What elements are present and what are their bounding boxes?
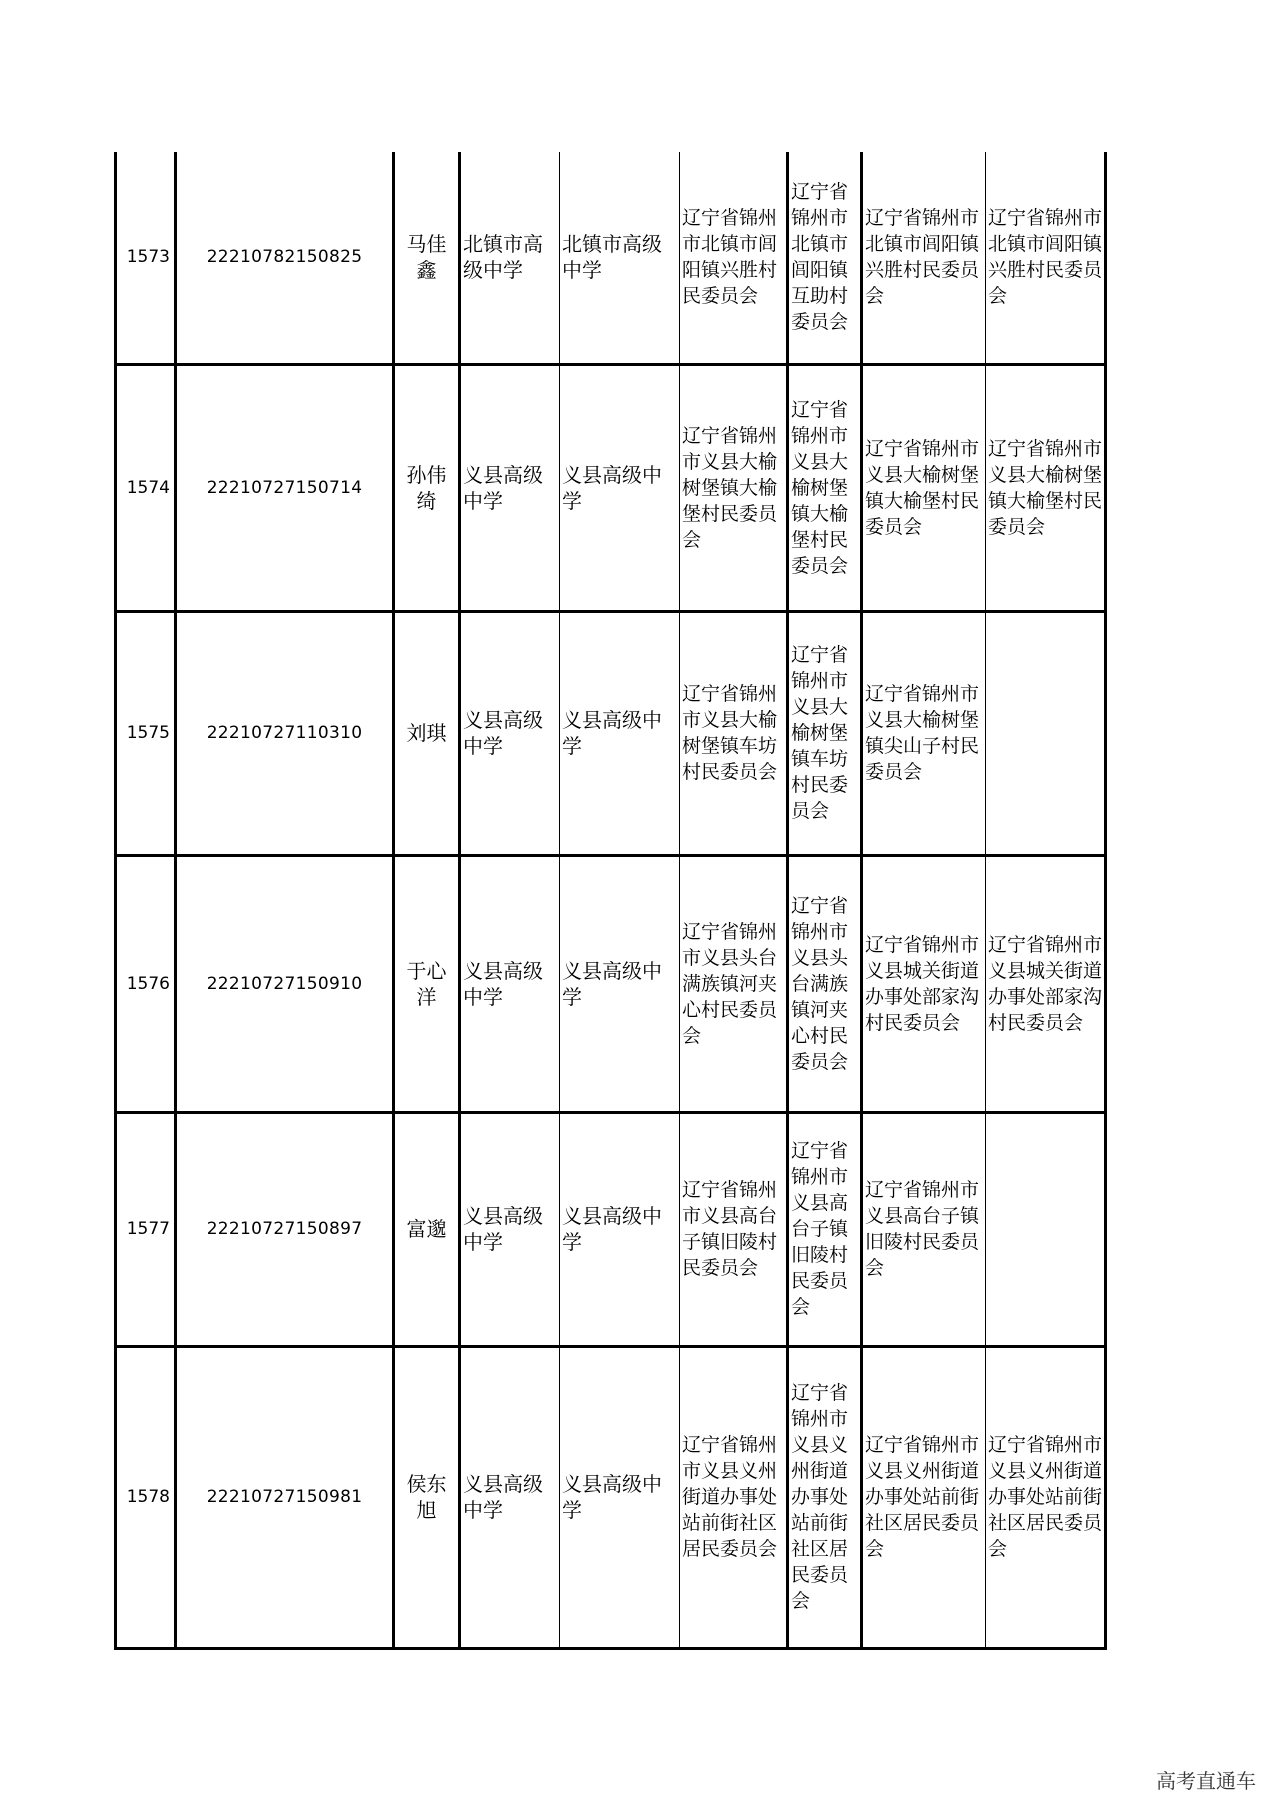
school-cell: 义县高级中学: [460, 611, 560, 855]
roster-table: [114, 152, 1107, 1650]
table-row: [116, 364, 1106, 611]
exam-id-cell: 22210727150981: [176, 1346, 394, 1648]
residence-address-cell: 辽宁省锦州市义县高台子镇旧陵村民委员会: [788, 1112, 862, 1346]
table-row: [116, 1346, 1106, 1648]
guardian-address-cell: 辽宁省锦州市北镇市闾阳镇兴胜村民委员会: [986, 152, 1106, 364]
exam-id-cell: 22210727150897: [176, 1112, 394, 1346]
exam-id-cell: 22210727150910: [176, 855, 394, 1112]
table-row: [116, 1112, 1106, 1346]
residence-address-cell: 辽宁省锦州市义县头台满族镇河夹心村民委员会: [788, 855, 862, 1112]
student-name-cell: 马佳鑫: [394, 152, 460, 364]
student-name-cell: 刘琪: [394, 611, 460, 855]
school-cell: 义县高级中学: [460, 364, 560, 611]
school-cell: 义县高级中学: [460, 1346, 560, 1648]
exam-id-cell: 22210727150714: [176, 364, 394, 611]
parent-address-cell: 辽宁省锦州市义县高台子镇旧陵村民委员会: [862, 1112, 986, 1346]
guardian-address-cell: [986, 1112, 1106, 1346]
guardian-address-cell: 辽宁省锦州市义县大榆树堡镇大榆堡村民委员会: [986, 364, 1106, 611]
school-cell: 北镇市高级中学: [460, 152, 560, 364]
watermark-text: 高考直通车: [1156, 1769, 1256, 1793]
guardian-address-cell: 辽宁省锦州市义县义州街道办事处站前街社区居民委员会: [986, 1346, 1106, 1648]
parent-address-cell: 辽宁省锦州市义县大榆树堡镇尖山子村民委员会: [862, 611, 986, 855]
guardian-address-cell: 辽宁省锦州市义县城关街道办事处部家沟村民委员会: [986, 855, 1106, 1112]
residence-address-cell: 辽宁省锦州市义县大榆树堡镇车坊村民委员会: [788, 611, 862, 855]
household-address-cell: 辽宁省锦州市义县大榆树堡镇大榆堡村民委员会: [680, 364, 788, 611]
graduation-school-cell: 义县高级中学: [560, 364, 680, 611]
row-number-cell: 1575: [116, 611, 176, 855]
table-row: [116, 611, 1106, 855]
exam-id-cell: 22210782150825: [176, 152, 394, 364]
residence-address-cell: 辽宁省锦州市义县大榆树堡镇大榆堡村民委员会: [788, 364, 862, 611]
table-row: [116, 152, 1106, 364]
row-number-cell: 1574: [116, 364, 176, 611]
graduation-school-cell: 义县高级中学: [560, 1112, 680, 1346]
row-number-cell: 1577: [116, 1112, 176, 1346]
graduation-school-cell: 义县高级中学: [560, 855, 680, 1112]
student-name-cell: 于心洋: [394, 855, 460, 1112]
row-number-cell: 1578: [116, 1346, 176, 1648]
student-name-cell: 富邈: [394, 1112, 460, 1346]
row-number-cell: 1573: [116, 152, 176, 364]
graduation-school-cell: 义县高级中学: [560, 611, 680, 855]
student-name-cell: 孙伟绮: [394, 364, 460, 611]
table-row: [116, 855, 1106, 1112]
row-number-cell: 1576: [116, 855, 176, 1112]
graduation-school-cell: 北镇市高级中学: [560, 152, 680, 364]
residence-address-cell: 辽宁省锦州市义县义州街道办事处站前街社区居民委员会: [788, 1346, 862, 1648]
household-address-cell: 辽宁省锦州市义县头台满族镇河夹心村民委员会: [680, 855, 788, 1112]
parent-address-cell: 辽宁省锦州市义县城关街道办事处部家沟村民委员会: [862, 855, 986, 1112]
guardian-address-cell: [986, 611, 1106, 855]
exam-id-cell: 22210727110310: [176, 611, 394, 855]
household-address-cell: 辽宁省锦州市北镇市闾阳镇兴胜村民委员会: [680, 152, 788, 364]
parent-address-cell: 辽宁省锦州市义县大榆树堡镇大榆堡村民委员会: [862, 364, 986, 611]
parent-address-cell: 辽宁省锦州市北镇市闾阳镇兴胜村民委员会: [862, 152, 986, 364]
student-name-cell: 侯东旭: [394, 1346, 460, 1648]
household-address-cell: 辽宁省锦州市义县高台子镇旧陵村民委员会: [680, 1112, 788, 1346]
school-cell: 义县高级中学: [460, 1112, 560, 1346]
household-address-cell: 辽宁省锦州市义县大榆树堡镇车坊村民委员会: [680, 611, 788, 855]
residence-address-cell: 辽宁省锦州市北镇市闾阳镇互助村委员会: [788, 152, 862, 364]
table-body: [116, 152, 1106, 1648]
graduation-school-cell: 义县高级中学: [560, 1346, 680, 1648]
school-cell: 义县高级中学: [460, 855, 560, 1112]
parent-address-cell: 辽宁省锦州市义县义州街道办事处站前街社区居民委员会: [862, 1346, 986, 1648]
household-address-cell: 辽宁省锦州市义县义州街道办事处站前街社区居民委员会: [680, 1346, 788, 1648]
